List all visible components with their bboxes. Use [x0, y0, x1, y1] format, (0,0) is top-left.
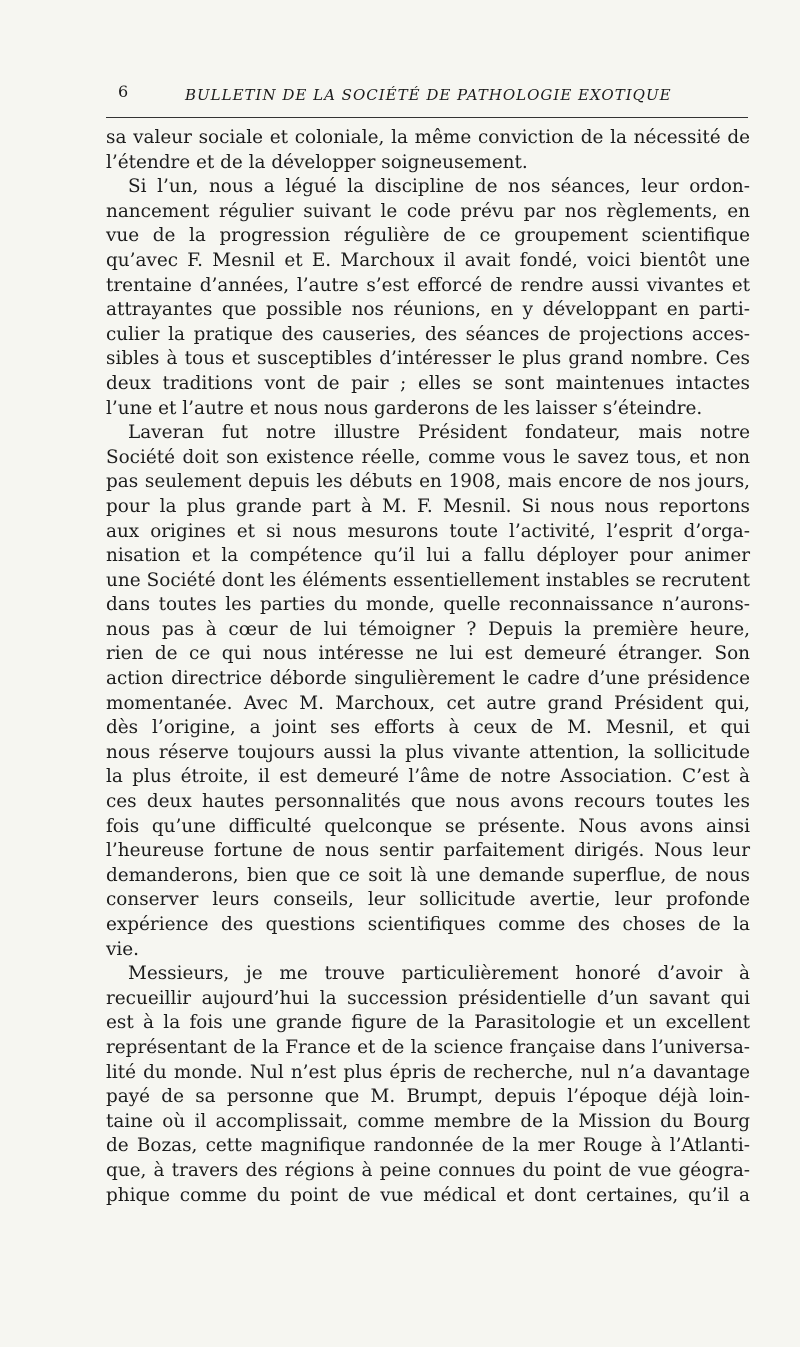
text-line: une Société dont les éléments essentiellement instables se recrutent: [106, 569, 750, 591]
text-line: Messieurs, je me trouve particulièrement honoré d’avoir à: [128, 963, 750, 985]
text-line: fois qu’une difficulté quelconque se présente. Nous avons ainsi: [106, 815, 750, 837]
text-line: deux traditions vont de pair ; elles se sont maintenues intactes: [106, 372, 750, 394]
text-line: Société doit son existence réelle, comme vous le savez tous, et non: [106, 446, 750, 468]
text-line: culier la pratique des causeries, des séances de projections acces-: [106, 323, 750, 345]
text-line: de Bozas, cette magnifique randonnée de la mer Rouge à l’Atlanti-: [106, 1135, 750, 1157]
text-line: l’étendre et de la développer soigneusement.: [106, 151, 528, 173]
text-line: Laveran fut notre illustre Président fondateur, mais notre: [128, 422, 750, 444]
text-line: dès l’origine, a joint ses efforts à ceux de M. Mesnil, et qui: [106, 717, 750, 739]
text-line: conserver leurs conseils, leur sollicitude avertie, leur profonde: [106, 889, 750, 911]
text-line: pas seulement depuis les débuts en 1908, mais encore de nos jours,: [106, 471, 750, 493]
text-line: que, à travers des régions à peine connues du point de vue géogra-: [106, 1159, 750, 1181]
text-line: payé de sa personne que M. Brumpt, depuis l’époque déjà loin-: [106, 1086, 750, 1108]
text-line: momentanée. Avec M. Marchoux, cet autre grand Président qui,: [106, 692, 750, 714]
text-line: la plus étroite, il est demeuré l’âme de notre Association. C’est à: [106, 766, 750, 788]
text-line: demanderons, bien que ce soit là une demande superflue, de nous: [106, 864, 750, 886]
body-text: [106, 126, 750, 1208]
text-line: vue de la progression régulière de ce groupement scientifique: [106, 225, 750, 247]
text-line: taine où il accomplissait, comme membre de la Mission du Bourg: [106, 1110, 750, 1132]
text-line: sibles à tous et susceptibles d’intéresser le plus grand nombre. Ces: [106, 348, 750, 370]
text-line: action directrice déborde singulièrement le cadre d’une présidence: [106, 668, 750, 690]
text-line: nous réserve toujours aussi la plus vivante attention, la sollicitude: [106, 741, 750, 763]
text-line: rien de ce qui nous intéresse ne lui est demeuré étranger. Son: [106, 643, 750, 665]
text-line: est à la fois une grande figure de la Parasitologie et un excellent: [106, 1012, 750, 1034]
text-line: qu’avec F. Mesnil et E. Marchoux il avait fondé, voici bientôt une: [106, 249, 750, 271]
text-line: nous pas à cœur de lui témoigner ? Depuis la première heure,: [106, 618, 750, 640]
text-line: vie.: [106, 938, 140, 960]
text-line: dans toutes les parties du monde, quelle reconnaissance n’aurons-: [106, 594, 750, 616]
text-line: l’une et l’autre et nous nous garderons de les laisser s’éteindre.: [106, 397, 703, 419]
page-number: 6: [118, 82, 129, 101]
text-line: nancement régulier suivant le code prévu par nos règlements, en: [106, 200, 750, 222]
text-line: nisation et la compétence qu’il lui a fallu déployer pour animer: [106, 545, 750, 567]
text-line: recueillir aujourd’hui la succession présidentielle d’un savant qui: [106, 987, 750, 1009]
header-rule: [106, 117, 748, 118]
text-line: aux origines et si nous mesurons toute l’activité, l’esprit d’orga-: [106, 520, 750, 542]
text-line: pour la plus grande part à M. F. Mesnil. Si nous nous reportons: [106, 495, 750, 517]
text-line: phique comme du point de vue médical et dont certaines, qu’il a: [106, 1184, 750, 1206]
text-line: attrayantes que possible nos réunions, en y développant en parti-: [106, 299, 750, 321]
text-line: ces deux hautes personnalités que nous avons recours toutes les: [106, 791, 750, 813]
text-line: trentaine d’années, l’autre s’est efforcé de rendre aussi vivantes et: [106, 274, 750, 296]
text-line: représentant de la France et de la science française dans l’universa-: [106, 1036, 750, 1058]
text-line: Si l’un, nous a légué la discipline de nos séances, leur ordon-: [128, 176, 750, 198]
text-line: sa valeur sociale et coloniale, la même conviction de la nécessité de: [106, 127, 750, 148]
text-line: lité du monde. Nul n’est plus épris de recherche, nul n’a davantage: [106, 1061, 750, 1083]
text-line: expérience des questions scientifiques comme des choses de la: [106, 914, 750, 935]
text-line: l’heureuse fortune de nous sentir parfaitement dirigés. Nous leur: [106, 840, 750, 862]
running-title: BULLETIN DE LA SOCIÉTÉ DE PATHOLOGIE EXOTIQUE: [185, 86, 672, 104]
